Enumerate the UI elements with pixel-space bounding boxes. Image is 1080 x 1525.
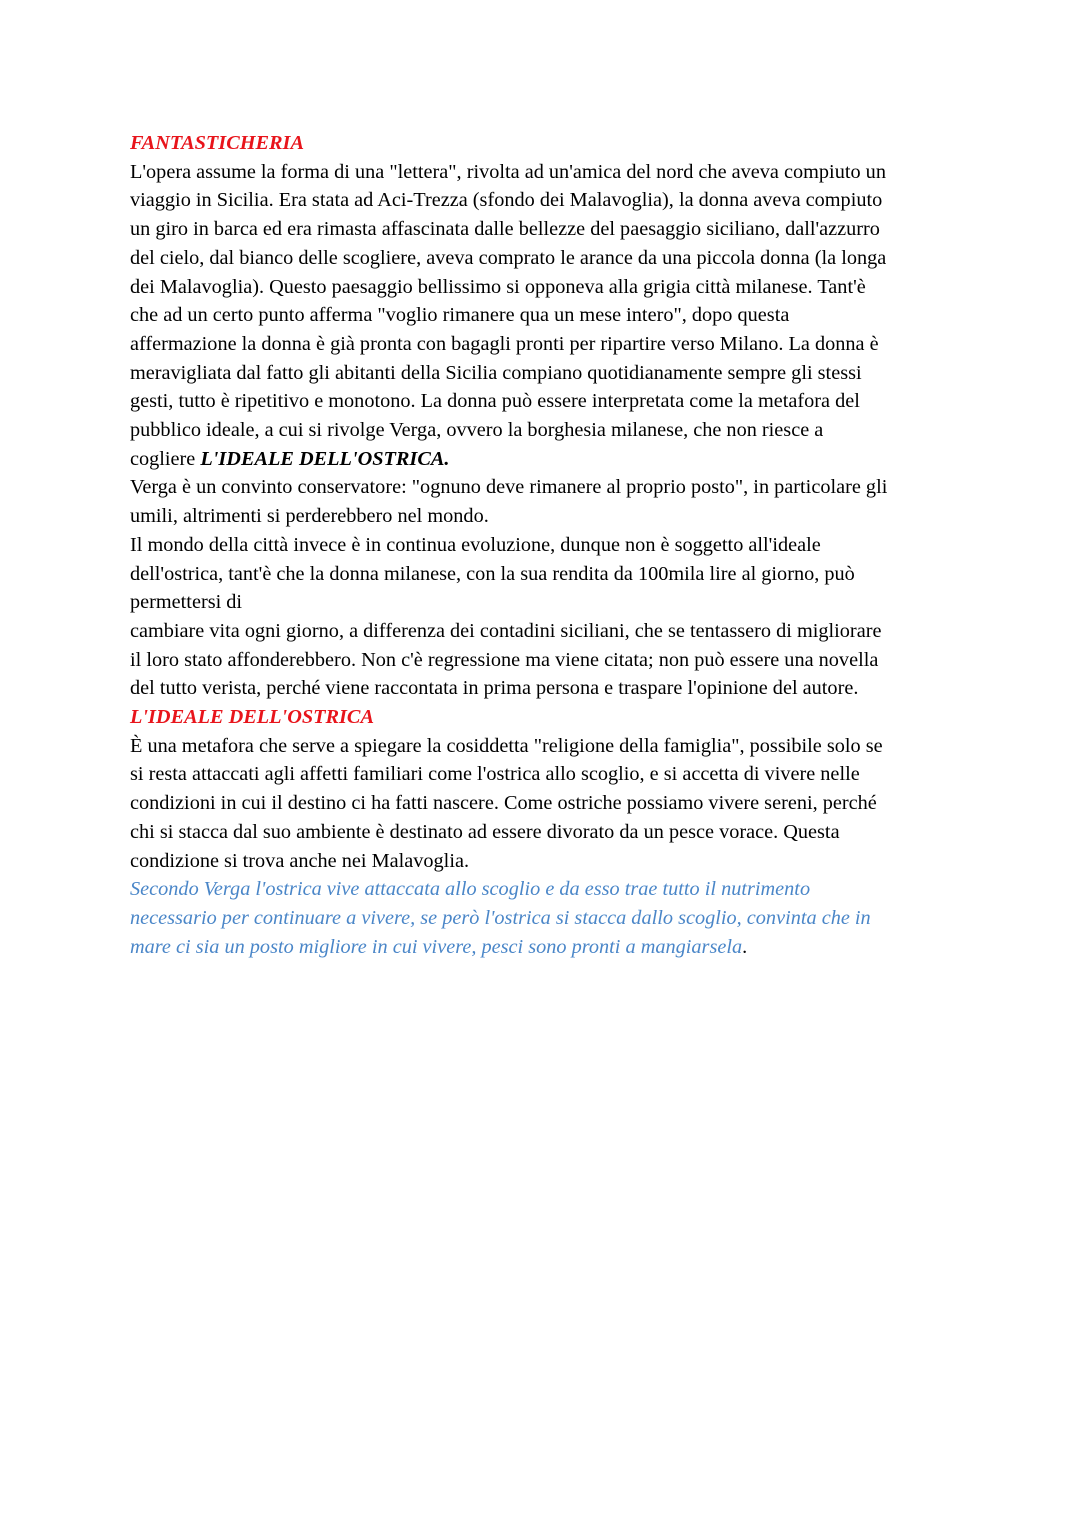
section-heading-ideale-ostrica: L'IDEALE DELL'OSTRICA: [130, 706, 374, 729]
paragraph-line: dell'ostrica, tant'è che la donna milanese, con la sua rendita da 100mila lire al giorno, può: [130, 562, 855, 585]
paragraph-line: condizione si trova anche nei Malavoglia.: [130, 849, 470, 872]
quote-end-punctuation: .: [742, 935, 748, 958]
paragraph-line: dei Malavoglia). Questo paesaggio bellissimo si opponeva alla grigia città milanese. Tant'è: [130, 275, 866, 298]
section-heading-fantasticheria: FANTASTICHERIA: [130, 132, 304, 154]
paragraph-line: umili, altrimenti si perderebbero nel mondo.: [130, 505, 489, 528]
paragraph-line: affermazione la donna è già pronta con bagagli pronti per ripartire verso Milano. La donna è: [130, 332, 879, 355]
paragraph-line: del cielo, dal bianco delle scogliere, aveva comprato le arance da una piccola donna (la longa: [130, 246, 887, 269]
paragraph-line: È una metafora che serve a spiegare la cosiddetta "religione della famiglia", possibile solo se: [130, 734, 883, 757]
paragraph-line: pubblico ideale, a cui si rivolge Verga, ovvero la borghesia milanese, che non riesce a: [130, 419, 824, 442]
quote-line: Secondo Verga l'ostrica vive attaccata allo scoglio e da esso trae tutto il nutrimento: [130, 878, 811, 901]
paragraph-line: L'opera assume la forma di una "lettera", rivolta ad un'amica del nord che aveva compiuto un: [130, 160, 886, 183]
paragraph-line: Il mondo della città invece è in continua evoluzione, dunque non è soggetto all'ideale: [130, 533, 821, 556]
paragraph-line: che ad un certo punto afferma "voglio rimanere qua un mese intero", dopo questa: [130, 304, 790, 327]
quote-line: [130, 933, 960, 962]
paragraph-line: permettersi di: [130, 591, 243, 614]
paragraph-line: il loro stato affonderebbero. Non c'è regressione ma viene citata; non può essere una novella: [130, 648, 879, 671]
quote-line: necessario per continuare a vivere, se però l'ostrica si stacca dallo scoglio, convinta che in: [130, 906, 871, 929]
paragraph-line: chi si stacca dal suo ambiente è destinato ad essere divorato da un pesce vorace. Questa: [130, 820, 840, 843]
document-page: [130, 129, 960, 961]
quote-text: mare ci sia un posto migliore in cui vivere, pesci sono pronti a mangiarsela: [130, 935, 743, 958]
line-text: cogliere: [130, 447, 201, 470]
paragraph-line: Verga è un convinto conservatore: "ognuno deve rimanere al proprio posto", in particolare gli: [130, 476, 888, 499]
paragraph-line: condizioni in cui il destino ci ha fatti nascere. Come ostriche possiamo vivere sereni, perché: [130, 792, 877, 815]
paragraph-line: [130, 445, 960, 474]
paragraph-line: gesti, tutto è ripetitivo e monotono. La donna può essere interpretata come la metafora del: [130, 390, 860, 413]
emphasis-ideale-ostrica: L'IDEALE DELL'OSTRICA.: [200, 447, 450, 470]
paragraph-line: viaggio in Sicilia. Era stata ad Aci-Trezza (sfondo dei Malavoglia), la donna aveva compiuto: [130, 189, 883, 212]
paragraph-line: si resta attaccati agli affetti familiari come l'ostrica allo scoglio, e si accetta di vivere nelle: [130, 763, 860, 786]
paragraph-line: meravigliata dal fatto gli abitanti della Sicilia compiano quotidianamente sempre gli stessi: [130, 361, 862, 384]
paragraph-line: un giro in barca ed era rimasta affascinata dalle bellezze del paesaggio siciliano, dall'azzurro: [130, 218, 880, 241]
paragraph-line: del tutto verista, perché viene raccontata in prima persona e traspare l'opinione del autore.: [130, 677, 859, 700]
paragraph-line: cambiare vita ogni giorno, a differenza dei contadini siciliani, che se tentassero di migliorare: [130, 619, 882, 642]
